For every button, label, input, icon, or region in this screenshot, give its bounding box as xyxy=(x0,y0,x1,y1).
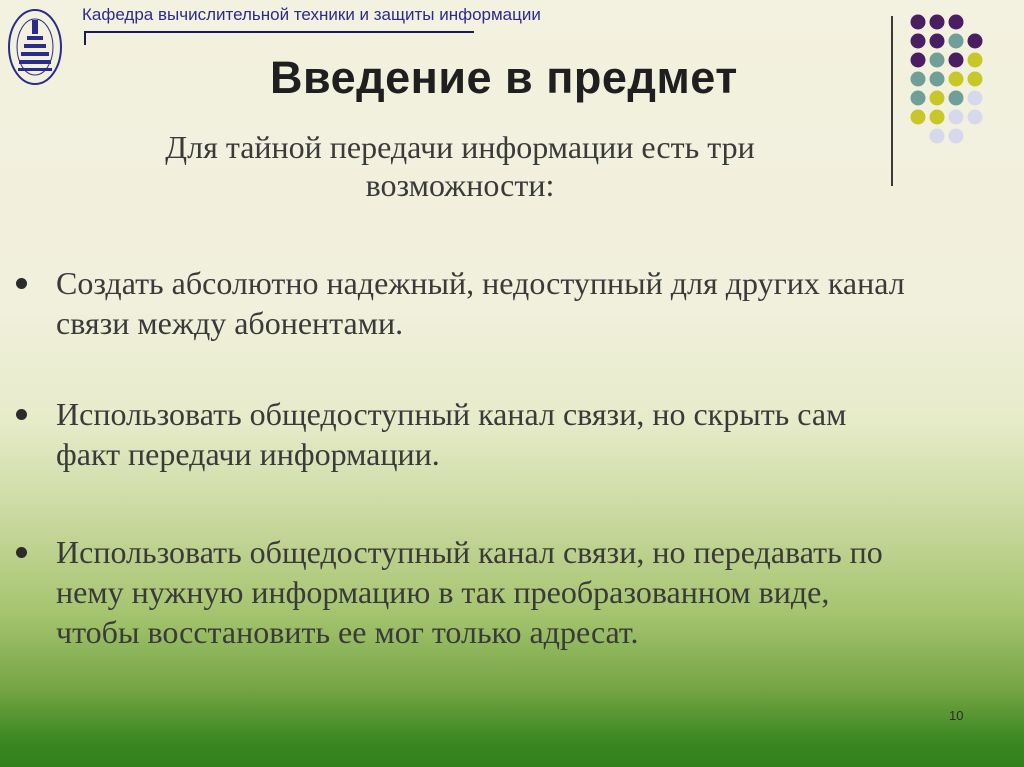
bullet-text: Использовать общедоступный канал связи, но скрыть сам факт передачи информации. xyxy=(56,396,847,472)
department-name: Кафедра вычислительной техники и защиты информации xyxy=(82,5,541,24)
decor-dot xyxy=(930,34,945,49)
decor-dot xyxy=(911,72,926,87)
bullet-dot-icon xyxy=(16,547,27,558)
decor-dot xyxy=(930,72,945,87)
decor-dot xyxy=(949,110,964,125)
bullet-item xyxy=(56,532,916,652)
decor-dot xyxy=(930,15,945,30)
decor-dot xyxy=(949,129,964,144)
decor-dot xyxy=(911,110,926,125)
decor-dot xyxy=(930,129,945,144)
bullet-dot-icon xyxy=(16,409,27,420)
slide-title: Введение в предмет xyxy=(270,52,738,103)
bullet-text: Использовать общедоступный канал связи, но передавать по нему нужную информацию в так преобразованном виде, чтобы восстановить ее мог только адресат. xyxy=(56,534,883,650)
bullet-item xyxy=(56,263,916,343)
decor-dot xyxy=(949,72,964,87)
decor-dot xyxy=(911,15,926,30)
slide-intro: Для тайной передачи информации есть три возможности: xyxy=(165,129,755,203)
decor-dot xyxy=(911,53,926,68)
decor-dot xyxy=(968,34,983,49)
decor-dot xyxy=(949,34,964,49)
decor-dot xyxy=(911,34,926,49)
decor-dot xyxy=(911,91,926,106)
decor-dot xyxy=(968,91,983,106)
page-number: 10 xyxy=(949,708,964,723)
decor-dot xyxy=(930,53,945,68)
decor-dot xyxy=(968,72,983,87)
decor-dot xyxy=(930,110,945,125)
decor-dot xyxy=(968,53,983,68)
bullet-item xyxy=(56,394,916,474)
decor-dot xyxy=(930,91,945,106)
decor-dot xyxy=(949,91,964,106)
decor-dot xyxy=(968,110,983,125)
decor-dot xyxy=(949,15,964,30)
bullet-dot-icon xyxy=(16,278,27,289)
decor-dot xyxy=(949,53,964,68)
bullet-text: Создать абсолютно надежный, недоступный для других канал связи между абонентами. xyxy=(56,265,905,341)
